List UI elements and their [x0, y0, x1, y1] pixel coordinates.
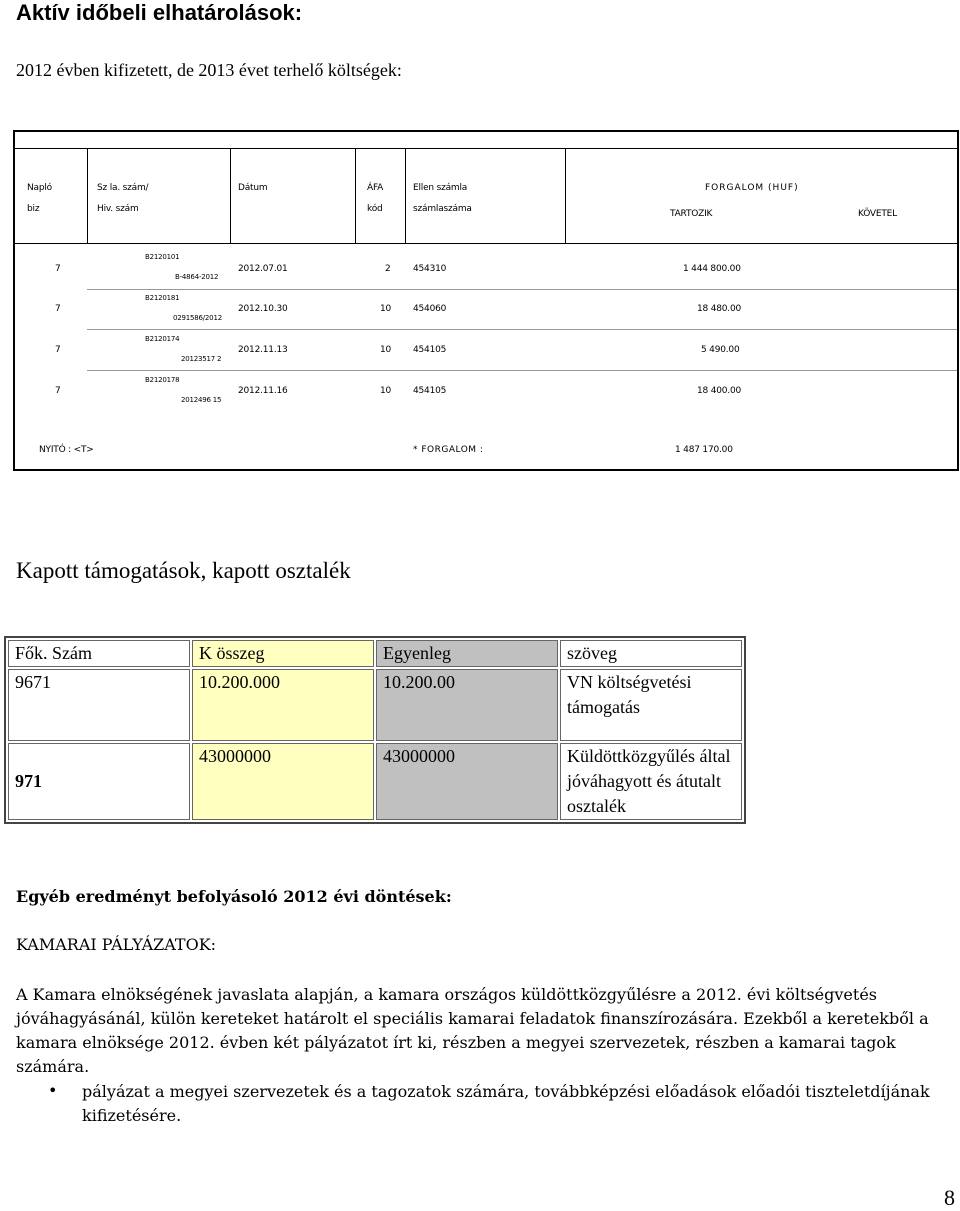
ledger-divider — [405, 149, 406, 243]
ledger-header-tartozik: TARTOZIK — [670, 209, 713, 219]
ledger-divider — [230, 149, 231, 243]
page-number: 8 — [944, 1185, 955, 1210]
col-header-fok: Fők. Szám — [8, 640, 190, 667]
ledger-divider — [565, 149, 566, 243]
ledger-row-3-datum: 2012.11.13 — [238, 345, 288, 355]
ledger-header-kovetel: KÖVETEL — [858, 209, 897, 219]
cell-kosszeg: 10.200.000 — [192, 669, 374, 741]
ledger-row-1-tartozik: 1 444 800.00 — [683, 264, 741, 274]
ledger-row-3-ref1: B2120174 — [145, 335, 180, 343]
ledger-row-rule — [87, 289, 957, 290]
ledger-row-3-ref2: 20123517 2 — [181, 355, 222, 363]
ledger-row-1-afa: 2 — [385, 264, 391, 274]
cell-szoveg: Küldöttközgyűlés által jóváhagyott és átutalt osztalék — [560, 743, 742, 820]
bullet-icon: • — [48, 1081, 58, 1100]
ledger-row-3-tartozik: 5 490.00 — [701, 345, 740, 355]
ledger-box — [13, 130, 959, 470]
ledger-header-ellenszamla: Ellen számla — [413, 183, 468, 193]
ledger-header-naplo: Napló — [27, 183, 52, 193]
ledger-row-1-ref2: B-4864-2012 — [175, 273, 219, 281]
cell-kosszeg: 43000000 — [192, 743, 374, 820]
ledger-header-afa: ÁFA — [367, 183, 384, 193]
section-title-decisions: Egyéb eredményt befolyásoló 2012 évi döntések: — [16, 887, 452, 906]
ledger-row-rule — [87, 329, 957, 330]
ledger-header-afakod: kód — [367, 204, 383, 214]
ledger-row-2-datum: 2012.10.30 — [238, 304, 288, 314]
ledger-row-2-tartozik: 18 480.00 — [697, 304, 742, 314]
cell-fok: 971 — [8, 743, 190, 820]
ledger-inner — [15, 148, 957, 470]
table-row — [8, 743, 742, 820]
ledger-row-4-tartozik: 18 400.00 — [697, 386, 742, 396]
ledger-footer-nyito: NYITÓ : <T> — [39, 445, 94, 455]
ledger-row-2-naplo: 7 — [55, 304, 61, 314]
cell-szoveg: VN költségvetési támogatás — [560, 669, 742, 741]
ledger-row-1-ellen: 454310 — [413, 264, 447, 274]
ledger-row-3-afa: 10 — [380, 345, 392, 355]
ledger-divider — [87, 149, 88, 243]
ledger-row-2-afa: 10 — [380, 304, 392, 314]
ledger-header-szamlaszama: számlaszáma — [413, 204, 472, 214]
ledger-row-4-naplo: 7 — [55, 386, 61, 396]
cell-fok: 9671 — [8, 669, 190, 741]
ledger-row-4-afa: 10 — [380, 386, 392, 396]
support-table-header — [8, 640, 742, 667]
ledger-header-forgalom: FORGALOM (HUF) — [705, 183, 799, 193]
ledger-row-4-datum: 2012.11.16 — [238, 386, 288, 396]
support-table — [4, 636, 746, 824]
ledger-header-hivszam: Hiv. szám — [97, 204, 139, 214]
bullet-item: pályázat a megyei szervezetek és a tagozatok számára, továbbképzési előadások előadói tiszteletdíjának kifizetésére. — [82, 1082, 930, 1125]
ledger-row-1-ref1: B2120101 — [145, 253, 180, 261]
ledger-row-2-ref2: 0291586/2012 — [173, 314, 222, 322]
ledger-row-2-ref1: B2120181 — [145, 294, 180, 302]
ledger-header-biz: biz — [27, 204, 40, 214]
ledger-header-datum: Dátum — [238, 183, 268, 193]
ledger-row-3-naplo: 7 — [55, 345, 61, 355]
cell-egyenleg: 43000000 — [376, 743, 558, 820]
ledger-row-1-naplo: 7 — [55, 264, 61, 274]
ledger-row-4-ref1: B2120178 — [145, 376, 180, 384]
cell-egyenleg: 10.200.00 — [376, 669, 558, 741]
ledger-footer-forgalom-label: * FORGALOM : — [413, 445, 484, 455]
page-subtitle: 2012 évben kifizetett, de 2013 évet terhelő költségek: — [16, 60, 402, 80]
ledger-bottom-border — [13, 469, 959, 471]
col-header-kosszeg: K összeg — [192, 640, 374, 667]
body-paragraph: A Kamara elnökségének javaslata alapján, a kamara országos küldöttközgyűlésre a 2012. évi költségvetés jóváhagyásánál, külön kereteket határolt el speciális kamarai feladatok finanszírozására. Ezekből a keretekből a kamara elnöksége 2012. évben két pályázatot írt ki, részben a megyei szervezetek, részben a kamarai tagok számára. — [16, 985, 929, 1076]
ledger-header-rule — [15, 243, 957, 244]
section-title-grants: KAMARAI PÁLYÁZATOK: — [16, 935, 217, 954]
col-header-egyenleg: Egyenleg — [376, 640, 558, 667]
page-title: Aktív időbeli elhatárolások: — [16, 0, 303, 25]
ledger-header-szla: Sz la. szám/ — [97, 183, 149, 193]
ledger-row-2-ellen: 454060 — [413, 304, 447, 314]
ledger-row-1-datum: 2012.07.01 — [238, 264, 288, 274]
ledger-divider — [355, 149, 356, 243]
ledger-footer-forgalom-value: 1 487 170.00 — [675, 445, 733, 455]
ledger-row-4-ellen: 454105 — [413, 386, 447, 396]
table-row — [8, 669, 742, 741]
section-title-support: Kapott támogatások, kapott osztalék — [16, 558, 351, 583]
ledger-row-rule — [87, 370, 957, 371]
ledger-row-3-ellen: 454105 — [413, 345, 447, 355]
ledger-row-4-ref2: 2012496 15 — [181, 396, 222, 404]
col-header-szoveg: szöveg — [560, 640, 742, 667]
